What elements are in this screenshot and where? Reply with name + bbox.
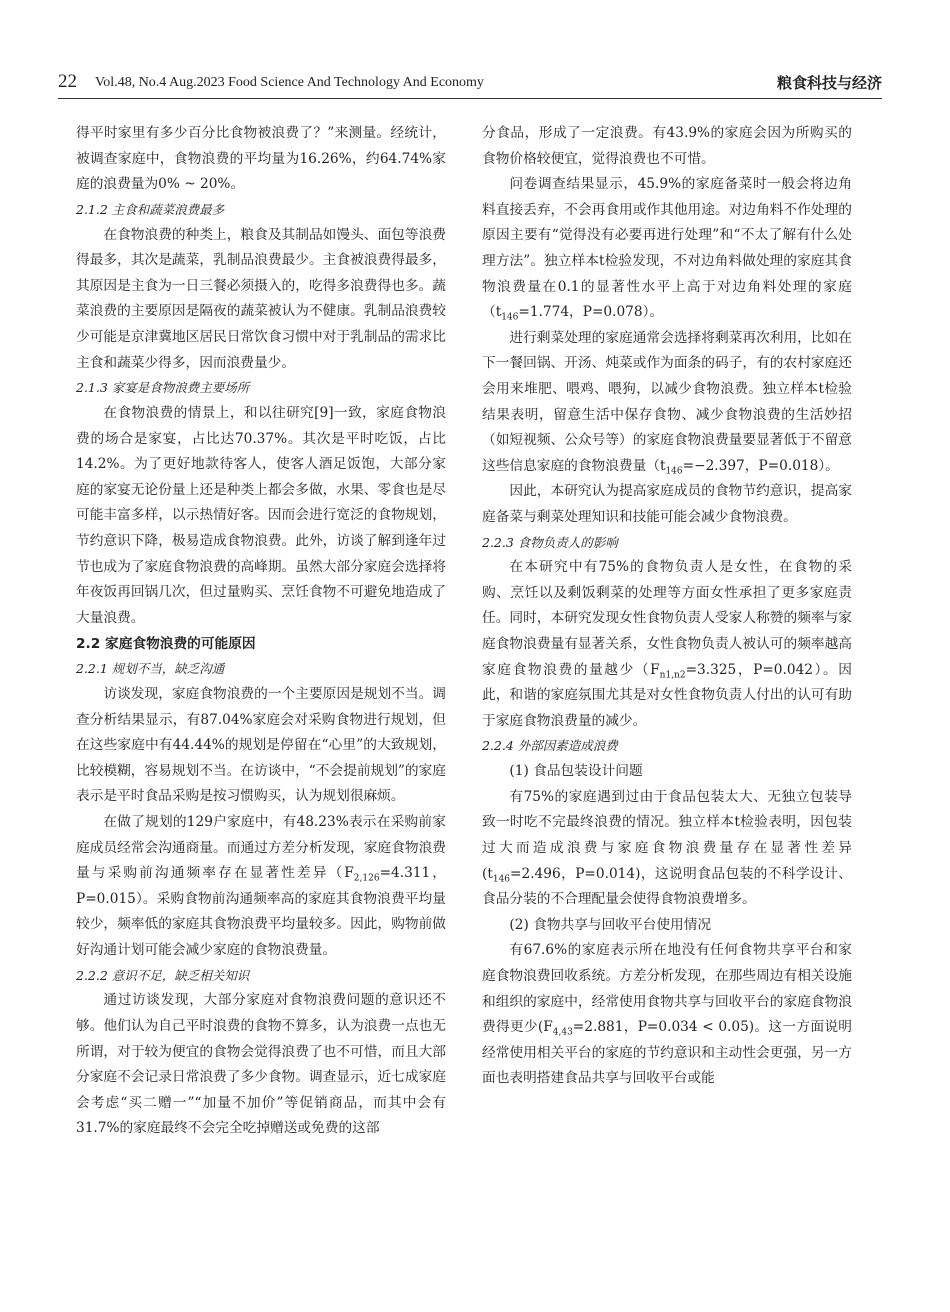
subscript: 4,43: [552, 1027, 573, 1038]
paragraph: [482, 938, 852, 1092]
paragraph: 分食品，形成了一定浪费。有43.9%的家庭会因为所购买的食物价格较便宜，觉得浪费也不可惜。: [482, 125, 852, 167]
paragraph: 因此，本研究认为提高家庭成员的食物节约意识，提高家庭备菜与剩菜处理知识和技能可能会减少食物浪费。: [482, 483, 852, 525]
left-column: [76, 121, 446, 1142]
paragraph: [482, 785, 852, 913]
paragraph: [482, 326, 852, 480]
text-run: =2.496，P=0.014)，这说明食品包装的不科学设计、食品分装的不合理配量会使得食物浪费增多。: [482, 865, 852, 908]
paragraph: 在食物浪费的情景上，和以往研究[9]一致，家庭食物浪费的场合是家宴，占比达70.37%。其次是平时吃饭，占比14.2%。为了更好地款待客人，使客人酒足饭饱，大部分家庭的家宴无论份量上还是种类上都会多做，水果、零食也是尽可能丰富多样，以示热情好客。因而会进行宽泛的食物规划，节约意识下降，极易造成食物浪费。此外，访谈了解到逢年过节也成为了家庭食物浪费的高峰期。虽然大部分家庭会选择将年夜饭再回锅几次，但过量购买、烹饪食物不可避免地造成了大量浪费。: [76, 404, 446, 626]
list-item: (1) 食品包装设计问题: [509, 763, 643, 780]
list-item: (2) 食物共享与回收平台使用情况: [509, 916, 712, 933]
text-run: 有67.6%的家庭表示所在地没有任何食物共享平台和家庭食物浪费回收系统。方差分析发现，在那些周边有相关设施和组织的家庭中，经常使用食物共享与回收平台的家庭食物浪费得更少(F: [482, 942, 852, 1036]
paragraph: 通过访谈发现，大部分家庭对食物浪费问题的意识还不够。他们认为自己平时浪费的食物不算多，认为浪费一点也无所谓，对于较为便宜的食物会觉得浪费了也不可惜，而且大部分家庭不会记录日常浪费了多少食物。调查显示，近七成家庭会考虑“买二赠一”“加量不加价”等促销商品，而其中会有31.7%的家庭最终不会完全吃掉赠送或免费的这部: [76, 992, 446, 1137]
subscript: n1,n2: [659, 670, 686, 681]
text-run: =3.325，P=0.042）。因此，和谐的家庭氛围尤其是对女性食物负责人付出的认可有助于家庭食物浪费量的减少。: [482, 661, 852, 729]
text-run: =1.774，P=0.078）。: [518, 304, 664, 321]
text-run: 进行剩菜处理的家庭通常会选择将剩菜再次利用，比如在下一餐回锅、开汤、炖菜或作为面条的码子，有的农村家庭还会用来堆肥、喂鸡、喂狗，以减少食物浪费。独立样本t检验结果表明，留意生活中保存食物、减少食物浪费的生活妙招（如短视频、公众号等）的家庭食物浪费量要显著低于不留意这些信息家庭的食物浪费量（t: [482, 329, 852, 474]
text-run: =−2.397，P=0.018）。: [682, 457, 839, 474]
paragraph: 访谈发现，家庭食物浪费的一个主要原因是规划不当。调查分析结果显示，有87.04%家庭会对采购食物进行规划，但在这些家庭中有44.44%的规划是停留在“心里”的大致规划，比较模糊，容易规划不当。在访谈中，“不会提前规划”的家庭表示是平时食品采购是按习惯购买，认为规划很麻烦。: [76, 686, 446, 805]
text-run: =4.311，P=0.015）。采购食物前沟通频率高的家庭其食物浪费平均量较少，频率低的家庭其食物浪费平均量较多。因此，购物前做好沟通计划可能会减少家庭的食物浪费量。: [76, 865, 446, 959]
text-run: 问卷调查结果显示，45.9%的家庭备菜时一般会将边角料直接丢弃，不会再食用或作其他用途。对边角料不作处理的原因主要有“觉得没有必要再进行处理”和“不太了解有什么处理方法”。独立样本t检验发现，不对边角料做处理的家庭其食物浪费量在0.1的显著性水平上高于对边角料处理的家庭（t: [482, 176, 852, 321]
section-heading-2-2-3: 2.2.3 食物负责人的影响: [482, 534, 618, 550]
text-run: 在本研究中有75%的食物负责人是女性，在食物的采购、烹饪以及剩饭剩菜的处理等方面女性承担了更多家庭责任。同时，本研究发现女性食物负责人受家人称赞的频率与家庭食物浪费量有显著关系，女性食物负责人被认可的频率越高家庭食物浪费的量越少（F: [482, 559, 852, 678]
paragraph: 在食物浪费的种类上，粮食及其制品如馒头、面包等浪费得最多，其次是蔬菜，乳制品浪费最少。主食被浪费得最多，其原因是主食为一日三餐必须摄入的，吃得多浪费得也多。蔬菜浪费的主要原因是隔夜的蔬菜被认为不健康。乳制品浪费较少可能是京津冀地区居民日常饮食习惯中对于乳制品的需求比主食和蔬菜少得多，因而浪费量少。: [76, 226, 446, 371]
section-heading-2-2: 2.2 家庭食物浪费的可能原因: [76, 636, 256, 653]
section-heading-2-1-2: 2.1.2 主食和蔬菜浪费最多: [76, 201, 225, 217]
subscript: 146: [492, 874, 511, 885]
section-heading-2-1-3: 2.1.3 家宴是食物浪费主要场所: [76, 380, 250, 396]
subscript: 146: [665, 466, 683, 477]
page-number: 22: [58, 71, 77, 92]
paragraph: [482, 172, 852, 326]
text-run: 在做了规划的129户家庭中，有48.23%表示在采购前家庭成员经常会沟通商量。而通过方差分析发现，家庭食物浪费量与采购前沟通频率存在显著性差异（F: [76, 814, 446, 882]
section-heading-2-2-2: 2.2.2 意识不足，缺乏相关知识: [76, 967, 250, 983]
paragraph: [76, 810, 446, 964]
page-header: [58, 68, 882, 99]
text-run: 有75%的家庭遇到过由于食品包装太大、无独立包装导致一时吃不完最终浪费的情况。独立样本t检验表明，因包装过大而造成浪费与家庭食物浪费量存在显著性差异(t: [482, 788, 852, 882]
right-column: [482, 121, 852, 1092]
section-heading-2-2-1: 2.2.1 规划不当，缺乏沟通: [76, 661, 225, 677]
paragraph: [482, 555, 852, 734]
running-title: Vol.48, No.4 Aug.2023 Food Science And Technology And Economy: [95, 75, 484, 90]
journal-name: 粮食科技与经济: [776, 74, 882, 92]
subscript: 146: [501, 312, 519, 323]
paragraph: 得平时家里有多少百分比食物被浪费了？”来测量。经统计，被调查家庭中，食物浪费的平均量为16.26%，约64.74%家庭的浪费量为0% ~ 20%。: [76, 125, 446, 193]
subscript: 2,126: [353, 873, 380, 884]
text-run: =2.881，P=0.034 < 0.05)。这一方面说明经常使用相关平台的家庭的节约意识和主动性会更强，另一方面也表明搭建食品共享与回收平台或能: [482, 1019, 852, 1087]
section-heading-2-2-4: 2.2.4 外部因素造成浪费: [482, 738, 618, 754]
